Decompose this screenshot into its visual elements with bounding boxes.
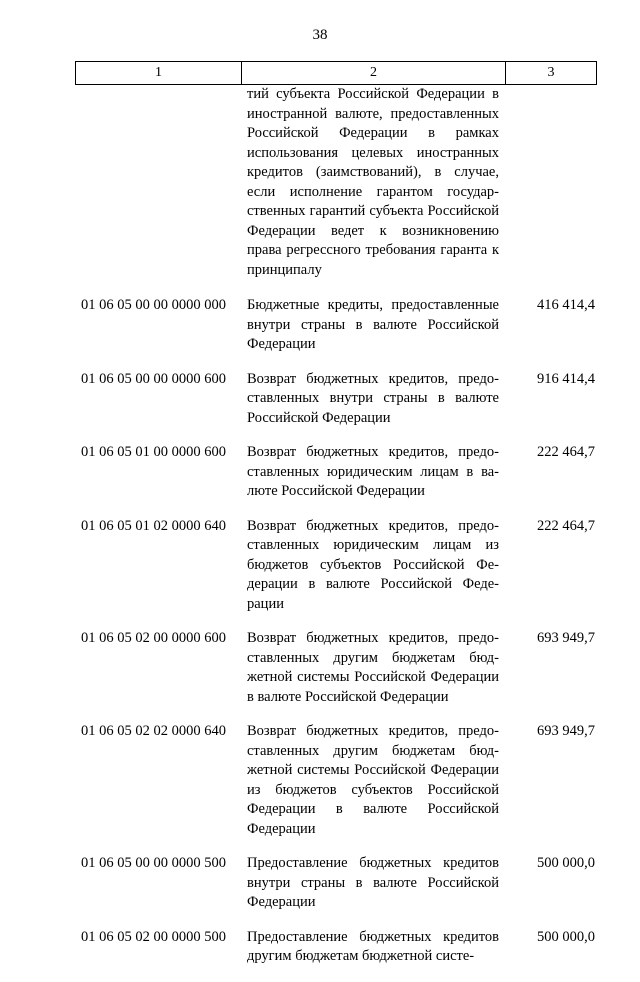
row-description: Возврат бюджетных кредитов, предоставленных юридическим лицам в валюте Российской Федерации	[247, 444, 499, 499]
row-amount: 222 464,7	[537, 517, 595, 534]
row-description: Предоставление бюджетных кредитов другим бюджетам бюджетной систе-	[247, 928, 499, 964]
row-amount: 916 414,4	[537, 370, 595, 387]
continuation-description: тий субъекта Российской Федерации в иностранной валюте, предоставленных Российской Федерации в рамках использования целевых иностранных кредитов (заимствований), в случае, если исполнение гарантом государственных гарантий субъекта Российской Федерации ведет к возникновению права регрессного требования гаранта к принципалу	[247, 86, 499, 278]
row-amount: 416 414,4	[537, 297, 595, 313]
table-body	[75, 85, 597, 982]
table-row	[75, 517, 597, 615]
table-row-continuation	[75, 85, 597, 280]
table-row	[75, 629, 597, 707]
row-description: Бюджетные кредиты, предоставленные внутри страны в валюте Российской Федерации	[247, 297, 499, 352]
header-col-1: 1	[76, 62, 242, 84]
budget-code: 01 06 05 02 00 0000 600	[81, 630, 226, 646]
row-amount: 500 000,0	[537, 855, 595, 871]
row-description: Возврат бюджетных кредитов, предоставленных внутри страны в валюте Российской Федерации	[247, 370, 499, 426]
table-row	[75, 370, 597, 429]
table-header	[75, 61, 597, 85]
row-description: Возврат бюджетных кредитов, предоставленных юридическим лицам из бюджетов субъектов Российской Федерации в валюте Российской Федерации	[247, 517, 499, 612]
row-amount: 693 949,7	[537, 630, 595, 646]
header-col-2: 2	[242, 62, 506, 84]
table-row	[75, 722, 597, 839]
table-row	[75, 928, 597, 967]
budget-code: 01 06 05 00 00 0000 600	[81, 370, 226, 387]
table-row	[75, 296, 597, 355]
budget-code: 01 06 05 02 00 0000 500	[81, 928, 226, 945]
budget-code: 01 06 05 00 00 0000 500	[81, 855, 226, 871]
budget-code: 01 06 05 00 00 0000 000	[81, 297, 226, 313]
row-description: Возврат бюджетных кредитов, предоставленных другим бюджетам бюджетной системы Российской Федерации из бюджетов субъектов Российской Федерации в валюте Российской Федерации	[247, 723, 499, 837]
row-description: Предоставление бюджетных кредитов внутри страны в валюте Российской Федерации	[247, 855, 499, 910]
budget-code: 01 06 05 02 02 0000 640	[81, 723, 226, 739]
page-number: 38	[312, 27, 328, 43]
table-row	[75, 854, 597, 913]
header-col-3: 3	[547, 65, 555, 80]
row-amount: 693 949,7	[537, 723, 595, 739]
row-amount: 500 000,0	[537, 928, 595, 945]
budget-code: 01 06 05 01 02 0000 640	[81, 517, 226, 534]
budget-code: 01 06 05 01 00 0000 600	[81, 444, 226, 460]
row-amount: 222 464,7	[537, 444, 595, 460]
table-row	[75, 443, 597, 502]
row-description: Возврат бюджетных кредитов, предоставленных другим бюджетам бюджетной системы Российской Федерации в валюте Российской Федерации	[247, 630, 499, 705]
